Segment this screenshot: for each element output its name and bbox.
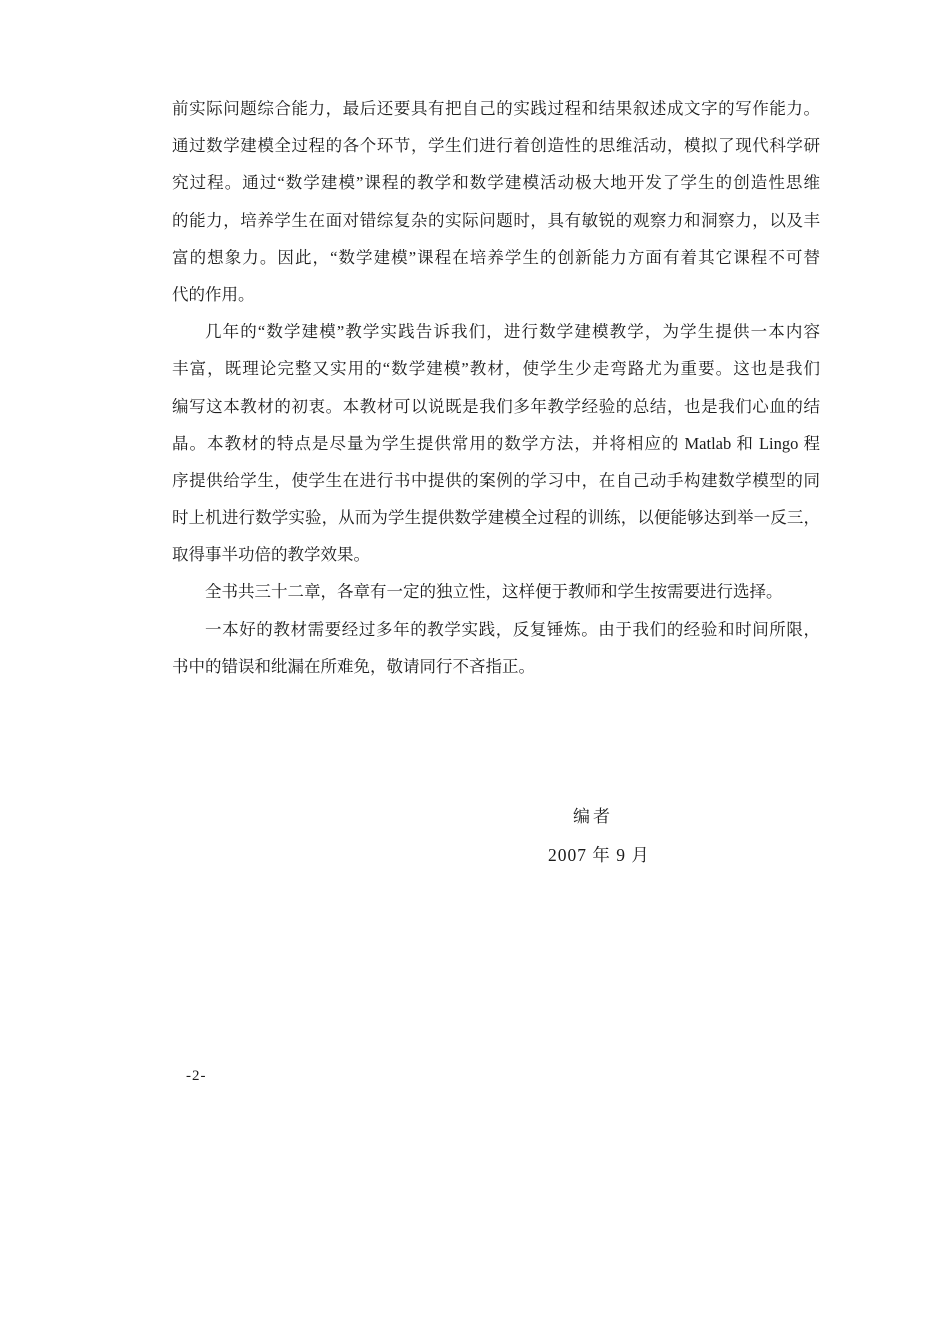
text-line: 前实际问题综合能力，最后还要具有把自己的实践过程和结果叙述成文字的写作能力。 [172,99,820,118]
page-number: -2- [186,1068,207,1084]
text-line: 几年的“数学建模”教学实践告诉我们，进行数学建模教学，为学生提供一本内容 [205,322,820,342]
text-line: 究过程。通过“数学建模”课程的教学和数学建模活动极大地开发了学生的创造性思维 [172,173,820,193]
text-line: 时上机进行数学实验，从而为学生提供数学建模全过程的训练，以便能够达到举一反三， [172,508,820,528]
text-line: 富的想象力。因此，“数学建模”课程在培养学生的创新能力方面有着其它课程不可替 [172,247,820,267]
text-line: 代的作用。 [172,284,255,304]
text-line: 取得事半功倍的教学效果。 [172,545,370,565]
text-line: 一本好的教材需要经过多年的教学实践，反复锤炼。由于我们的经验和时间所限， [205,619,820,639]
text-line: 全书共三十二章，各章有一定的独立性，这样便于教师和学生按需要进行选择。 [205,582,783,602]
text-line: 晶。本教材的特点是尽量为学生提供常用的数学方法，并将相应的 Matlab 和 Lingo 程 [172,433,820,453]
text-line: 丰富，既理论完整又实用的“数学建模”教材，使学生少走弯路尤为重要。这也是我们 [172,359,820,379]
page-text [172,90,820,685]
text-line: 书中的错误和纰漏在所难免，敬请同行不吝指正。 [172,656,535,676]
text-line: 通过数学建模全过程的各个环节，学生们进行着创造性的思维活动，模拟了现代科学研 [172,136,820,156]
text-line: 编写这本教材的初衷。本教材可以说既是我们多年教学经验的总结，也是我们心血的结 [172,396,820,416]
signature-author: 编者 [573,807,613,826]
text-line: 序提供给学生，使学生在进行书中提供的案例的学习中，在自己动手构建数学模型的同 [172,470,820,490]
signature-date: 2007 年 9 月 [548,845,650,865]
text-line: 的能力，培养学生在面对错综复杂的实际问题时，具有敏锐的观察力和洞察力，以及丰 [172,210,820,230]
